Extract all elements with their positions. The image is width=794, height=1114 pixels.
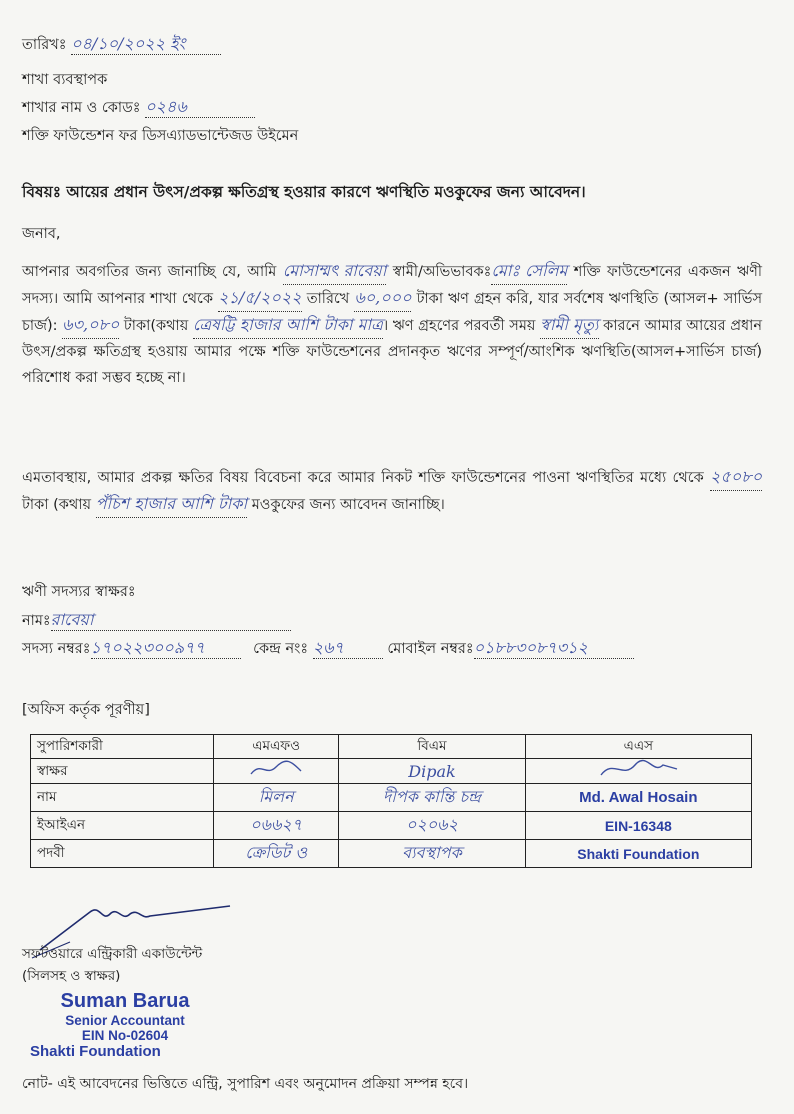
date-label: তারিখঃ xyxy=(22,37,67,53)
branch-label: শাখার নাম ও কোডঃ xyxy=(22,100,141,116)
bm-ein: ০২০৬২ xyxy=(339,812,525,840)
p1-text-f: টাকা(কথায় xyxy=(123,318,189,334)
as-name: Md. Awal Hosain xyxy=(525,784,751,812)
recipient-line: শাখা ব্যবস্থাপক xyxy=(22,72,108,88)
as-signature-scribble xyxy=(593,759,683,779)
stamp-title: Senior Accountant xyxy=(65,1013,185,1028)
row-label-designation: পদবী xyxy=(31,840,214,868)
mfo-designation: ক্রেডিট ও xyxy=(214,840,339,868)
member-name-value: রাবেয়া xyxy=(51,610,291,631)
as-designation: Shakti Foundation xyxy=(525,840,751,868)
as-ein: EIN-16348 xyxy=(525,812,751,840)
member-signature-label: ঋণী সদস্যর স্বাক্ষরঃ xyxy=(22,584,136,600)
row-label-ein: ইআইএন xyxy=(31,812,214,840)
header-mfo: এমএফও xyxy=(214,735,339,759)
footer-note: নোট- এই আবেদনের ভিত্তিতে এন্ট্রি, সুপারিশ এবং অনুমোদন প্রক্রিয়া সম্পন্ন হবে। xyxy=(22,1076,469,1092)
row-label-name: নাম xyxy=(31,784,214,812)
mfo-signature xyxy=(214,759,339,784)
salutation: জনাব, xyxy=(22,226,61,242)
mfo-ein: ০৬৬২৭ xyxy=(214,812,339,840)
stamp-name: Suman Barua xyxy=(60,990,190,1012)
office-table-header xyxy=(31,735,752,759)
table-row xyxy=(31,784,752,812)
p1-text-c: শক্তি ফাউন্ডেশনের একজন ঋণী সদস্য। আমি আপনার শাখা থেকে xyxy=(22,264,763,307)
office-table xyxy=(30,734,752,868)
accountant-title: সফটওয়ারে এন্ট্রিকারী একাউন্টেন্ট xyxy=(22,946,203,962)
header-recommender: সুপারিশকারী xyxy=(31,735,214,759)
loan-amount: ৬০,০০০ xyxy=(354,285,411,312)
member-name-line xyxy=(22,610,291,631)
member-info-line xyxy=(22,638,634,659)
center-value: ২৬৭ xyxy=(313,638,383,659)
guardian-name: মোঃ সেলিম xyxy=(491,258,567,285)
body-paragraph-1 xyxy=(22,258,762,391)
loan-balance: ৬৩,০৮০ xyxy=(62,312,119,339)
loan-date: ২১/৫/২০২২ xyxy=(218,285,302,312)
branch-line xyxy=(22,97,255,118)
member-name-label: নামঃ xyxy=(22,613,51,629)
mfo-signature-scribble xyxy=(246,759,306,779)
accountant-stamp xyxy=(30,990,220,1060)
p2-text-c: মওকুফের জন্য আবেদন জানাচ্ছি। xyxy=(251,497,445,513)
date-line xyxy=(22,34,221,55)
mobile-label: মোবাইল নম্বরঃ xyxy=(387,641,474,657)
center-label: কেন্দ্র নংঃ xyxy=(253,641,309,657)
p1-text-b: স্বামী/অভিভাবকঃ xyxy=(392,264,492,280)
table-row xyxy=(31,840,752,868)
date-value: ০৪/১০/২০২২ ইং xyxy=(71,34,221,55)
mfo-name: মিলন xyxy=(214,784,339,812)
office-section-label: [অফিস কর্তৃক পূরণীয়] xyxy=(22,702,150,718)
bm-signature: Dipak xyxy=(339,759,525,784)
p1-text-h: কারনে আমার আয়ের প্রধান উৎস/প্রকল্প ক্ষতিগ্রস্থ হওয়ায় আমার পক্ষে শক্তি ফাউন্ডেশনের প্রদানকৃত ঋণের সম্পূর্ণ/আংশিক ঋণস্থিতি(আসল+সার্ভিস চার্জ) পরিশোধ করা সম্ভব হচ্ছে না। xyxy=(22,318,763,386)
branch-code: ০২৪৬ xyxy=(145,97,255,118)
bm-designation: ব্যবস্থাপক xyxy=(339,840,525,868)
mobile-value: ০১৮৮৩০৮৭৩১২ xyxy=(474,638,634,659)
header-as: এএস xyxy=(525,735,751,759)
p2-text-a: এমতাবস্থায়, আমার প্রকল্প ক্ষতির বিষয় বিবেচনা করে আমার নিকট শক্তি ফাউন্ডেশনের পাওনা ঋণস্থিতির মধ্যে থেকে xyxy=(22,470,704,486)
header-bm: বিএম xyxy=(339,735,525,759)
table-row xyxy=(31,812,752,840)
stamp-org: Shakti Foundation xyxy=(30,1043,161,1060)
subject-line: বিষয়ঃ আয়ের প্রধান উৎস/প্রকল্প ক্ষতিগ্রস্থ হওয়ার কারণে ঋণস্থিতি মওকুফের জন্য আবেদন। xyxy=(22,183,586,201)
balance-in-words: ত্রেষট্টি হাজার আশি টাকা মাত্র xyxy=(193,312,383,339)
organization-line: শক্তি ফাউন্ডেশন ফর ডিসএ্যাডভান্টেজড উইমেন xyxy=(22,128,299,144)
body-paragraph-2 xyxy=(22,464,762,518)
p1-text-a: আপনার অবগতির জন্য জানাচ্ছি যে, আমি xyxy=(22,264,277,280)
accountant-seal-note: (সিলসহ ও স্বাক্ষর) xyxy=(22,968,121,984)
p2-text-b: টাকা (কথায় xyxy=(22,497,92,513)
as-signature xyxy=(525,759,751,784)
bm-name: দীপক কান্তি চন্দ্র xyxy=(339,784,525,812)
p1-text-e: টাকা ঋণ গ্রহন করি, যার সর্বশেষ ঋণস্থিতি (আসল+ সার্ভিস চার্জ): xyxy=(22,291,763,334)
applicant-name: মোসাম্মৎ রাবেয়া xyxy=(283,258,387,285)
row-label-signature: স্বাক্ষর xyxy=(31,759,214,784)
table-row xyxy=(31,759,752,784)
member-no-value: ১৭০২২৩০০৯৭৭ xyxy=(91,638,241,659)
member-no-label: সদস্য নম্বরঃ xyxy=(22,641,91,657)
damage-reason: স্বামী মৃত্যু xyxy=(540,312,598,339)
p1-text-g: । ঋণ গ্রহণের পরবর্তী সময় xyxy=(382,318,536,334)
waiver-in-words: পঁচিশ হাজার আশি টাকা xyxy=(96,491,248,518)
stamp-ein: EIN No-02604 xyxy=(81,1028,169,1043)
p1-text-d: তারিখে xyxy=(306,291,350,307)
waiver-amount: ২৫০৮০ xyxy=(710,464,762,491)
